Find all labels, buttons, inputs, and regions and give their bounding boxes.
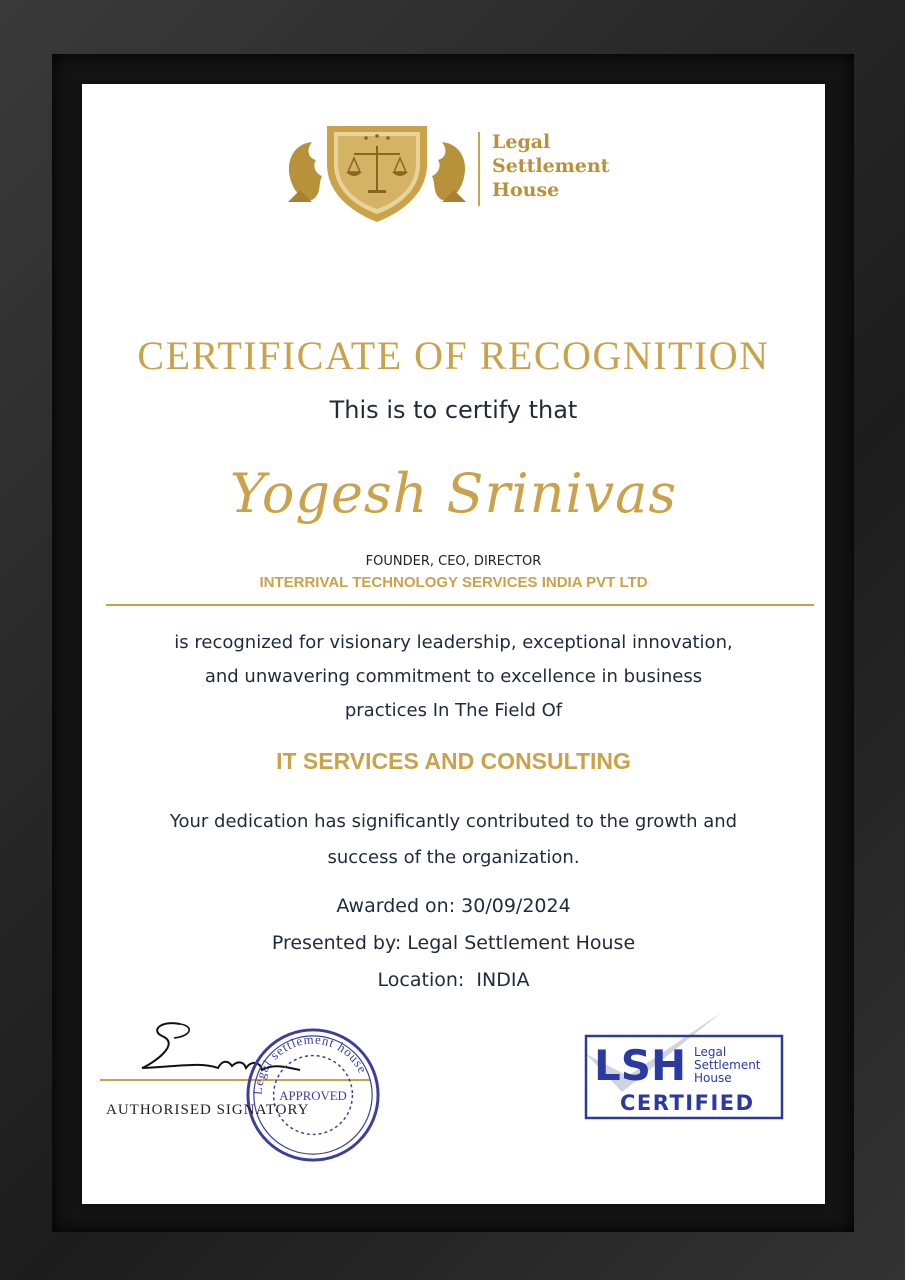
brand-logo — [282, 114, 642, 224]
lsh-certified-badge — [582, 1014, 787, 1124]
brand-name-line: Settlement — [492, 155, 610, 177]
field-of-recognition: IT SERVICES AND CONSULTING — [276, 748, 631, 774]
signatory-label: AUTHORISED SIGNATORY — [106, 1102, 310, 1118]
brand-name-line: House — [492, 179, 560, 201]
awarded-on: Awarded on: 30/09/2024 — [336, 895, 571, 917]
seal-center-text: APPROVED — [279, 1088, 347, 1103]
badge-mark: LSH — [594, 1041, 687, 1090]
award-details — [82, 888, 825, 999]
recognition-line: practices In The Field Of — [344, 700, 563, 721]
recognition-line: and unwavering commitment to excellence in business — [204, 666, 703, 687]
badge-name-line: Settlement — [694, 1058, 761, 1072]
seal-ring-text: Legal settlement house — [250, 1032, 370, 1096]
company-name: INTERRIVAL TECHNOLOGY SERVICES INDIA PVT LTD — [259, 574, 648, 591]
shield-crest-icon — [282, 114, 472, 224]
badge-name-line: House — [694, 1071, 732, 1085]
recognition-line: is recognized for visionary leadership, exceptional innovation, — [174, 632, 733, 653]
badge-certified: CERTIFIED — [620, 1091, 755, 1115]
dedication-text — [112, 804, 795, 876]
recipient-name: Yogesh Srinivas — [229, 462, 678, 525]
certificate-title: CERTIFICATE OF RECOGNITION — [137, 333, 770, 378]
approved-seal-icon — [244, 1026, 382, 1164]
recipient-role: FOUNDER, CEO, DIRECTOR — [365, 554, 542, 569]
recognition-text — [122, 626, 785, 728]
presented-by: Presented by: Legal Settlement House — [271, 932, 636, 954]
dedication-line: Your dedication has significantly contributed to the growth and — [169, 811, 738, 832]
location: Location: INDIA — [377, 969, 530, 991]
certificate-paper — [82, 84, 825, 1204]
brand-name-line: Legal — [492, 131, 551, 153]
certify-line: This is to certify that — [329, 396, 578, 424]
brand-name — [492, 130, 609, 202]
badge-name-line: Legal — [694, 1045, 727, 1059]
divider-rule — [106, 604, 814, 606]
brand-divider — [478, 132, 480, 206]
dedication-line: success of the organization. — [327, 847, 580, 868]
